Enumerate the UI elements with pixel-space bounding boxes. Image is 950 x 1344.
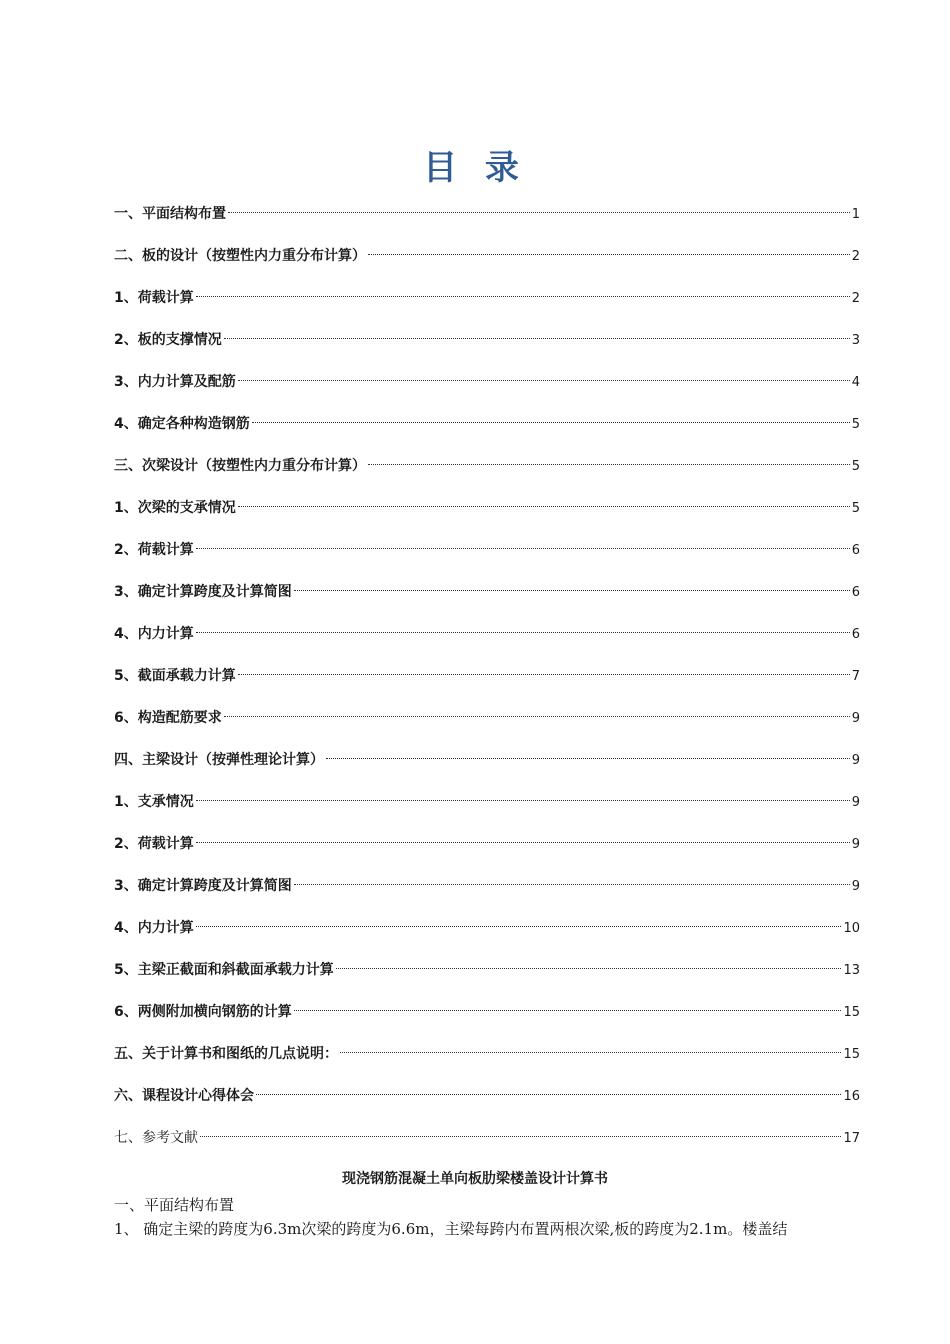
dot-leader — [196, 842, 850, 843]
toc-entry[interactable] — [114, 1124, 860, 1166]
dot-leader — [224, 338, 850, 339]
toc-entry-page: 9 — [851, 711, 860, 726]
toc-entry-label: 七、参考文献 — [114, 1130, 198, 1146]
section-heading: 一、平面结构布置 — [114, 1196, 235, 1214]
toc-entry-page: 9 — [851, 837, 860, 852]
toc-entry-label: 三、次梁设计（按塑性内力重分布计算） — [114, 458, 366, 474]
dot-leader — [368, 254, 850, 255]
dot-leader — [224, 716, 850, 717]
toc-entry-page: 16 — [843, 1089, 860, 1104]
toc-entry[interactable] — [114, 410, 860, 452]
toc-entry-label: 六、课程设计心得体会 — [114, 1088, 254, 1104]
toc-entry-page: 10 — [843, 921, 860, 936]
toc-entry[interactable] — [114, 536, 860, 578]
toc-entry-label: 2、板的支撑情况 — [114, 332, 222, 348]
dot-leader — [238, 380, 850, 381]
toc-entry[interactable] — [114, 830, 860, 872]
dot-leader — [238, 506, 850, 507]
toc-entry[interactable] — [114, 200, 860, 242]
toc-entry-label: 1、次梁的支承情况 — [114, 500, 236, 516]
toc-entry-page: 2 — [851, 291, 860, 306]
dot-leader — [336, 968, 842, 969]
toc-entry-page: 9 — [851, 753, 860, 768]
toc-entry-label: 3、确定计算跨度及计算简图 — [114, 584, 292, 600]
toc-entry[interactable] — [114, 872, 860, 914]
toc-entry-page: 17 — [843, 1131, 860, 1146]
toc-entry[interactable] — [114, 452, 860, 494]
toc-entry[interactable] — [114, 620, 860, 662]
toc-entry[interactable] — [114, 998, 860, 1040]
dot-leader — [196, 800, 850, 801]
toc-entry-page: 5 — [851, 417, 860, 432]
toc-entry[interactable] — [114, 746, 860, 788]
toc-entry[interactable] — [114, 956, 860, 998]
toc-entry-label: 4、内力计算 — [114, 920, 194, 936]
dot-leader — [196, 296, 850, 297]
dot-leader — [200, 1136, 841, 1137]
dot-leader — [196, 632, 850, 633]
toc-entry[interactable] — [114, 494, 860, 536]
toc-entry[interactable] — [114, 914, 860, 956]
toc-entry[interactable] — [114, 326, 860, 368]
toc-entry-page: 6 — [851, 585, 860, 600]
document-title: 现浇钢筋混凝土单向板肋梁楼盖设计计算书 — [342, 1171, 608, 1187]
dot-leader — [196, 926, 842, 927]
dot-leader — [228, 212, 850, 213]
toc-entry[interactable] — [114, 662, 860, 704]
toc-entry-page: 13 — [843, 963, 860, 978]
toc-entry-label: 3、确定计算跨度及计算简图 — [114, 878, 292, 894]
toc-entry-page: 5 — [851, 459, 860, 474]
dot-leader — [238, 674, 850, 675]
table-of-contents — [114, 200, 860, 1166]
body-paragraph: 1、 确定主梁的跨度为6.3m次梁的跨度为6.6m，主梁每跨内布置两根次梁,板的跨度为2.1m。楼盖结 — [114, 1220, 788, 1238]
toc-entry-label: 4、内力计算 — [114, 626, 194, 642]
toc-entry-label: 四、主梁设计（按弹性理论计算） — [114, 752, 324, 768]
toc-entry[interactable] — [114, 1040, 860, 1082]
toc-entry-page: 15 — [843, 1005, 860, 1020]
toc-title: 目 录 — [423, 148, 527, 188]
toc-entry-page: 6 — [851, 543, 860, 558]
dot-leader — [196, 548, 850, 549]
toc-entry-label: 2、荷载计算 — [114, 542, 194, 558]
toc-entry[interactable] — [114, 704, 860, 746]
toc-entry-page: 15 — [843, 1047, 860, 1062]
toc-entry-label: 二、板的设计（按塑性内力重分布计算） — [114, 248, 366, 264]
dot-leader — [256, 1094, 841, 1095]
toc-entry-label: 3、内力计算及配筋 — [114, 374, 236, 390]
toc-entry-label: 一、平面结构布置 — [114, 206, 226, 222]
toc-entry-page: 7 — [851, 669, 860, 684]
toc-entry-label: 4、确定各种构造钢筋 — [114, 416, 250, 432]
toc-entry-label: 1、支承情况 — [114, 794, 194, 810]
toc-entry-page: 1 — [851, 207, 860, 222]
dot-leader — [294, 884, 850, 885]
toc-entry-page: 3 — [851, 333, 860, 348]
toc-entry-label: 5、主梁正截面和斜截面承载力计算 — [114, 962, 334, 978]
toc-entry[interactable] — [114, 284, 860, 326]
dot-leader — [294, 590, 850, 591]
toc-entry-page: 6 — [851, 627, 860, 642]
toc-entry-page: 5 — [851, 501, 860, 516]
dot-leader — [368, 464, 850, 465]
toc-entry-page: 9 — [851, 795, 860, 810]
toc-entry-page: 2 — [851, 249, 860, 264]
toc-entry[interactable] — [114, 1082, 860, 1124]
toc-entry-page: 4 — [851, 375, 860, 390]
toc-entry[interactable] — [114, 788, 860, 830]
toc-entry-label: 1、荷载计算 — [114, 290, 194, 306]
toc-entry-label: 5、截面承载力计算 — [114, 668, 236, 684]
toc-entry[interactable] — [114, 578, 860, 620]
toc-entry-page: 9 — [851, 879, 860, 894]
dot-leader — [326, 758, 850, 759]
toc-entry-label: 五、关于计算书和图纸的几点说明： — [114, 1046, 338, 1062]
toc-entry-label: 6、两侧附加横向钢筋的计算 — [114, 1004, 292, 1020]
dot-leader — [252, 422, 850, 423]
toc-entry-label: 6、构造配筋要求 — [114, 710, 222, 726]
toc-entry-label: 2、荷载计算 — [114, 836, 194, 852]
dot-leader — [294, 1010, 842, 1011]
dot-leader — [340, 1052, 841, 1053]
toc-entry[interactable] — [114, 242, 860, 284]
toc-entry[interactable] — [114, 368, 860, 410]
